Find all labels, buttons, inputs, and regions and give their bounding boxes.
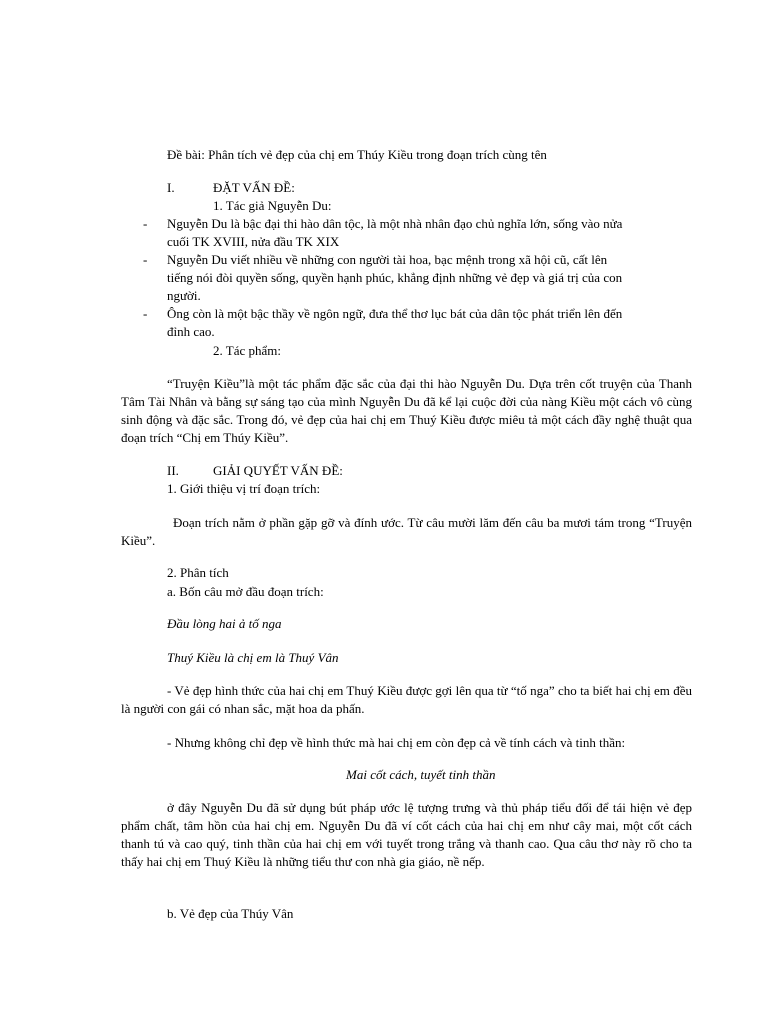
analysis-paragraph: ở đây Nguyễn Du đã sử dụng bút pháp ước lệ tượng trưng và thủ pháp tiểu đối để tái hiện vẻ đẹp phẩm chất, tâm hồn của hai chị em. Nguyễn Du đã ví cốt cách của hai chị em như cây mai, một cốt cách thanh tú và cao quý, tinh thần của hai chị em với tuyết trong trắng và thanh cao. Qua câu thơ này rõ cho ta thấy hai chị em Thuý Kiều là những tiểu thư con nhà gia giáo, nề nếp. bbox=[121, 800, 692, 869]
section-1-number: I. bbox=[167, 180, 175, 195]
verse-line-2: Thuý Kiều là chị em là Thuý Vân bbox=[167, 650, 339, 665]
bullet-dash: - bbox=[143, 216, 148, 231]
section-1-heading: ĐẶT VẤN ĐỀ: bbox=[213, 180, 295, 195]
bullet-2-line-3: người. bbox=[167, 288, 201, 303]
section-2-heading: GIẢI QUYẾT VẤN ĐỀ: bbox=[213, 463, 343, 478]
verse-line-1: Đầu lòng hai ả tố nga bbox=[167, 616, 282, 631]
bullet-2-line-1: Nguyễn Du viết nhiều về những con người tài hoa, bạc mệnh trong xã hội cũ, cất lên bbox=[167, 252, 608, 267]
bullet-dash: - bbox=[143, 252, 148, 267]
bullet-3-line-2: đỉnh cao. bbox=[167, 324, 215, 339]
subsection-opening-lines: a. Bốn câu mở đầu đoạn trích: bbox=[167, 584, 324, 599]
subsection-thuy-van: b. Vẻ đẹp của Thúy Vân bbox=[167, 906, 294, 921]
work-paragraph: “Truyện Kiều”là một tác phẩm đặc sắc của đại thi hào Nguyễn Du. Dựa trên cốt truyện của Thanh Tâm Tài Nhân và bằng sự sáng tạo của mình Nguyễn Du đã kể lại cuộc đời của nàng Kiều một cách vô cùng sinh động và đặc sắc. Trong đó, vẻ đẹp của hai chị em Thuý Kiều được miêu tả một cách đầy nghệ thuật qua đoạn trích “Chị em Thúy Kiều”. bbox=[121, 376, 692, 445]
subsection-analysis: 2. Phân tích bbox=[167, 565, 229, 580]
subsection-work: 2. Tác phẩm: bbox=[213, 343, 281, 358]
section-2-number: II. bbox=[167, 463, 179, 478]
beauty-paragraph: - Vẻ đẹp hình thức của hai chị em Thuý Kiều được gợi lên qua từ “tố nga” cho ta biết hai chị em đều là người con gái có nhan sắc, mặt hoa da phấn. bbox=[121, 683, 692, 716]
bullet-1-line-2: cuối TK XVIII, nửa đầu TK XIX bbox=[167, 234, 340, 249]
position-paragraph: Đoạn trích nằm ở phần gặp gỡ và đính ước. Từ câu mười lăm đến câu ba mươi tám trong “Truyện Kiều”. bbox=[121, 515, 692, 548]
assignment-title: Đề bài: Phân tích vẻ đẹp của chị em Thúy Kiều trong đoạn trích cùng tên bbox=[167, 147, 547, 162]
bullet-3-line-1: Ông còn là một bậc thầy về ngôn ngữ, đưa thể thơ lục bát của dân tộc phát triển lên đến bbox=[167, 306, 623, 321]
bullet-2-line-2: tiếng nói đòi quyền sống, quyền hạnh phúc, khẳng định những vẻ đẹp và giá trị của con bbox=[167, 270, 623, 285]
subsection-position: 1. Giới thiệu vị trí đoạn trích: bbox=[167, 481, 321, 496]
verse-line-3: Mai cốt cách, tuyết tinh thần bbox=[346, 767, 496, 782]
bullet-1-line-1: Nguyễn Du là bậc đại thi hào dân tộc, là một nhà nhân đạo chủ nghĩa lớn, sống vào nửa bbox=[167, 216, 623, 231]
subsection-author: 1. Tác giả Nguyễn Du: bbox=[213, 198, 332, 213]
character-paragraph: - Nhưng không chỉ đẹp về hình thức mà hai chị em còn đẹp cả về tính cách và tinh thần: bbox=[167, 735, 626, 750]
bullet-dash: - bbox=[143, 306, 148, 321]
